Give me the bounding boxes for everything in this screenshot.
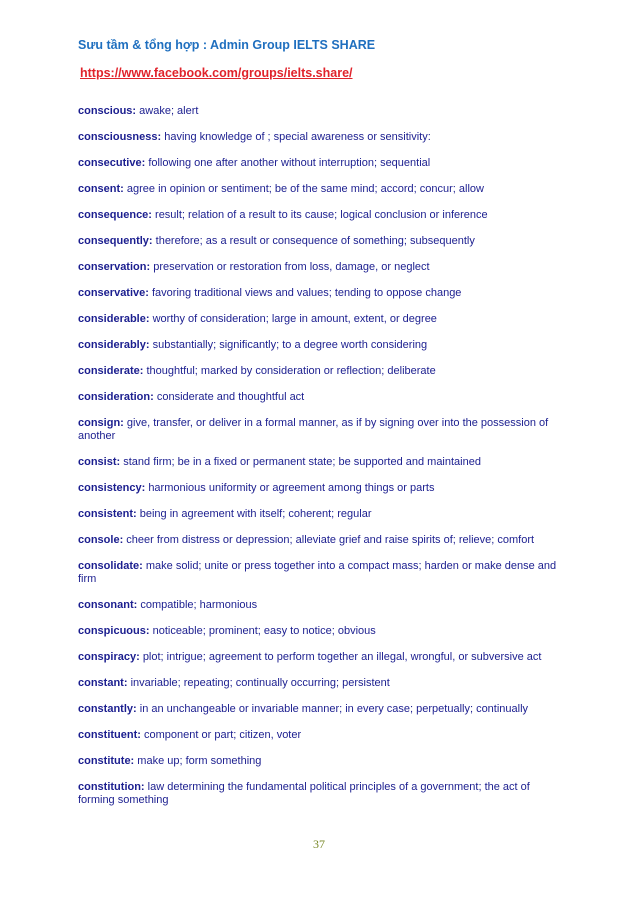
entry-term: consign: xyxy=(78,417,124,429)
entry-term: console: xyxy=(78,534,124,546)
list-item xyxy=(78,781,566,807)
entry-term: consonant: xyxy=(78,599,138,611)
entry-term: conscious: xyxy=(78,105,137,117)
entry-definition: agree in opinion or sentiment; be of the same mind; accord; concur; allow xyxy=(126,183,484,195)
entry-term: considerate: xyxy=(78,365,144,377)
entry-term: consist: xyxy=(78,456,121,468)
entry-term: consistency: xyxy=(78,482,146,494)
entry-term: consecutive: xyxy=(78,157,146,169)
list-item xyxy=(78,339,566,352)
list-item xyxy=(78,755,566,768)
entry-term: conservation: xyxy=(78,261,151,273)
list-item xyxy=(78,651,566,664)
list-item xyxy=(78,703,566,716)
entry-definition: invariable; repeating; continually occurring; persistent xyxy=(130,677,390,689)
list-item xyxy=(78,729,566,742)
entry-definition: therefore; as a result or consequence of something; subsequently xyxy=(155,235,475,247)
entry-term: constitute: xyxy=(78,755,135,767)
list-item xyxy=(78,183,566,196)
list-item xyxy=(78,391,566,404)
entry-definition: harmonious uniformity or agreement among things or parts xyxy=(148,482,435,494)
list-item xyxy=(78,560,566,586)
list-item xyxy=(78,456,566,469)
entry-definition: being in agreement with itself; coherent; regular xyxy=(139,508,372,520)
entry-definition: awake; alert xyxy=(139,105,199,117)
page-number: 37 xyxy=(313,837,325,851)
entry-definition: compatible; harmonious xyxy=(140,599,258,611)
entry-definition: considerate and thoughtful act xyxy=(156,391,305,403)
list-item xyxy=(78,599,566,612)
entry-definition: having knowledge of ; special awareness or sensitivity: xyxy=(164,131,431,143)
entry-definition: result; relation of a result to its cause; logical conclusion or inference xyxy=(155,209,488,221)
entry-definition: law determining the fundamental political principles of a government; the act of forming something xyxy=(78,781,530,806)
list-item xyxy=(78,261,566,274)
entry-definition: make up; form something xyxy=(137,755,262,767)
entry-term: consequence: xyxy=(78,209,152,221)
list-item xyxy=(78,131,566,144)
entry-term: considerable: xyxy=(78,313,150,325)
entry-definition: following one after another without interruption; sequential xyxy=(148,157,431,169)
entry-definition: give, transfer, or deliver in a formal manner, as if by signing over into the possession of another xyxy=(78,417,549,442)
list-item xyxy=(78,313,566,326)
entry-definition: cheer from distress or depression; alleviate grief and raise spirits of; relieve; comfort xyxy=(126,534,535,546)
entry-term: constant: xyxy=(78,677,128,689)
entry-definition: stand firm; be in a fixed or permanent state; be supported and maintained xyxy=(123,456,481,468)
entry-definition: component or part; citizen, voter xyxy=(144,729,302,741)
entry-term: consequently: xyxy=(78,235,153,247)
entry-definition: thoughtful; marked by consideration or reflection; deliberate xyxy=(146,365,436,377)
list-item xyxy=(78,235,566,248)
entry-definition: make solid; unite or press together into a compact mass; harden or make dense and firm xyxy=(78,560,557,585)
list-item xyxy=(78,417,566,443)
list-item xyxy=(78,105,566,118)
entry-term: conspicuous: xyxy=(78,625,150,637)
entry-definition: preservation or restoration from loss, damage, or neglect xyxy=(153,261,430,273)
list-item xyxy=(78,365,566,378)
entry-definition: in an unchangeable or invariable manner; in every case; perpetually; continually xyxy=(139,703,529,715)
entry-definition: substantially; significantly; to a degree worth considering xyxy=(152,339,428,351)
list-item xyxy=(78,508,566,521)
vocabulary-list xyxy=(78,105,566,820)
list-item xyxy=(78,157,566,170)
entry-term: conspiracy: xyxy=(78,651,140,663)
entry-term: conservative: xyxy=(78,287,149,299)
entry-term: constitution: xyxy=(78,781,145,793)
list-item xyxy=(78,534,566,547)
entry-definition: favoring traditional views and values; tending to oppose change xyxy=(152,287,462,299)
list-item xyxy=(78,287,566,300)
entry-term: consciousness: xyxy=(78,131,162,143)
entry-definition: plot; intrigue; agreement to perform together an illegal, wrongful, or subversive act xyxy=(142,651,542,663)
entry-term: consent: xyxy=(78,183,124,195)
entry-definition: worthy of consideration; large in amount, extent, or degree xyxy=(152,313,437,325)
entry-term: considerably: xyxy=(78,339,150,351)
entry-definition: noticeable; prominent; easy to notice; obvious xyxy=(152,625,376,637)
list-item xyxy=(78,209,566,222)
list-item xyxy=(78,625,566,638)
group-link[interactable]: https://www.facebook.com/groups/ielts.share/ xyxy=(80,66,353,80)
list-item xyxy=(78,677,566,690)
entry-term: consistent: xyxy=(78,508,137,520)
header-title: Sưu tầm & tổng hợp : Admin Group IELTS SHARE xyxy=(78,38,376,52)
entry-term: consolidate: xyxy=(78,560,143,572)
list-item xyxy=(78,482,566,495)
entry-term: consideration: xyxy=(78,391,154,403)
entry-term: constituent: xyxy=(78,729,141,741)
entry-term: constantly: xyxy=(78,703,137,715)
